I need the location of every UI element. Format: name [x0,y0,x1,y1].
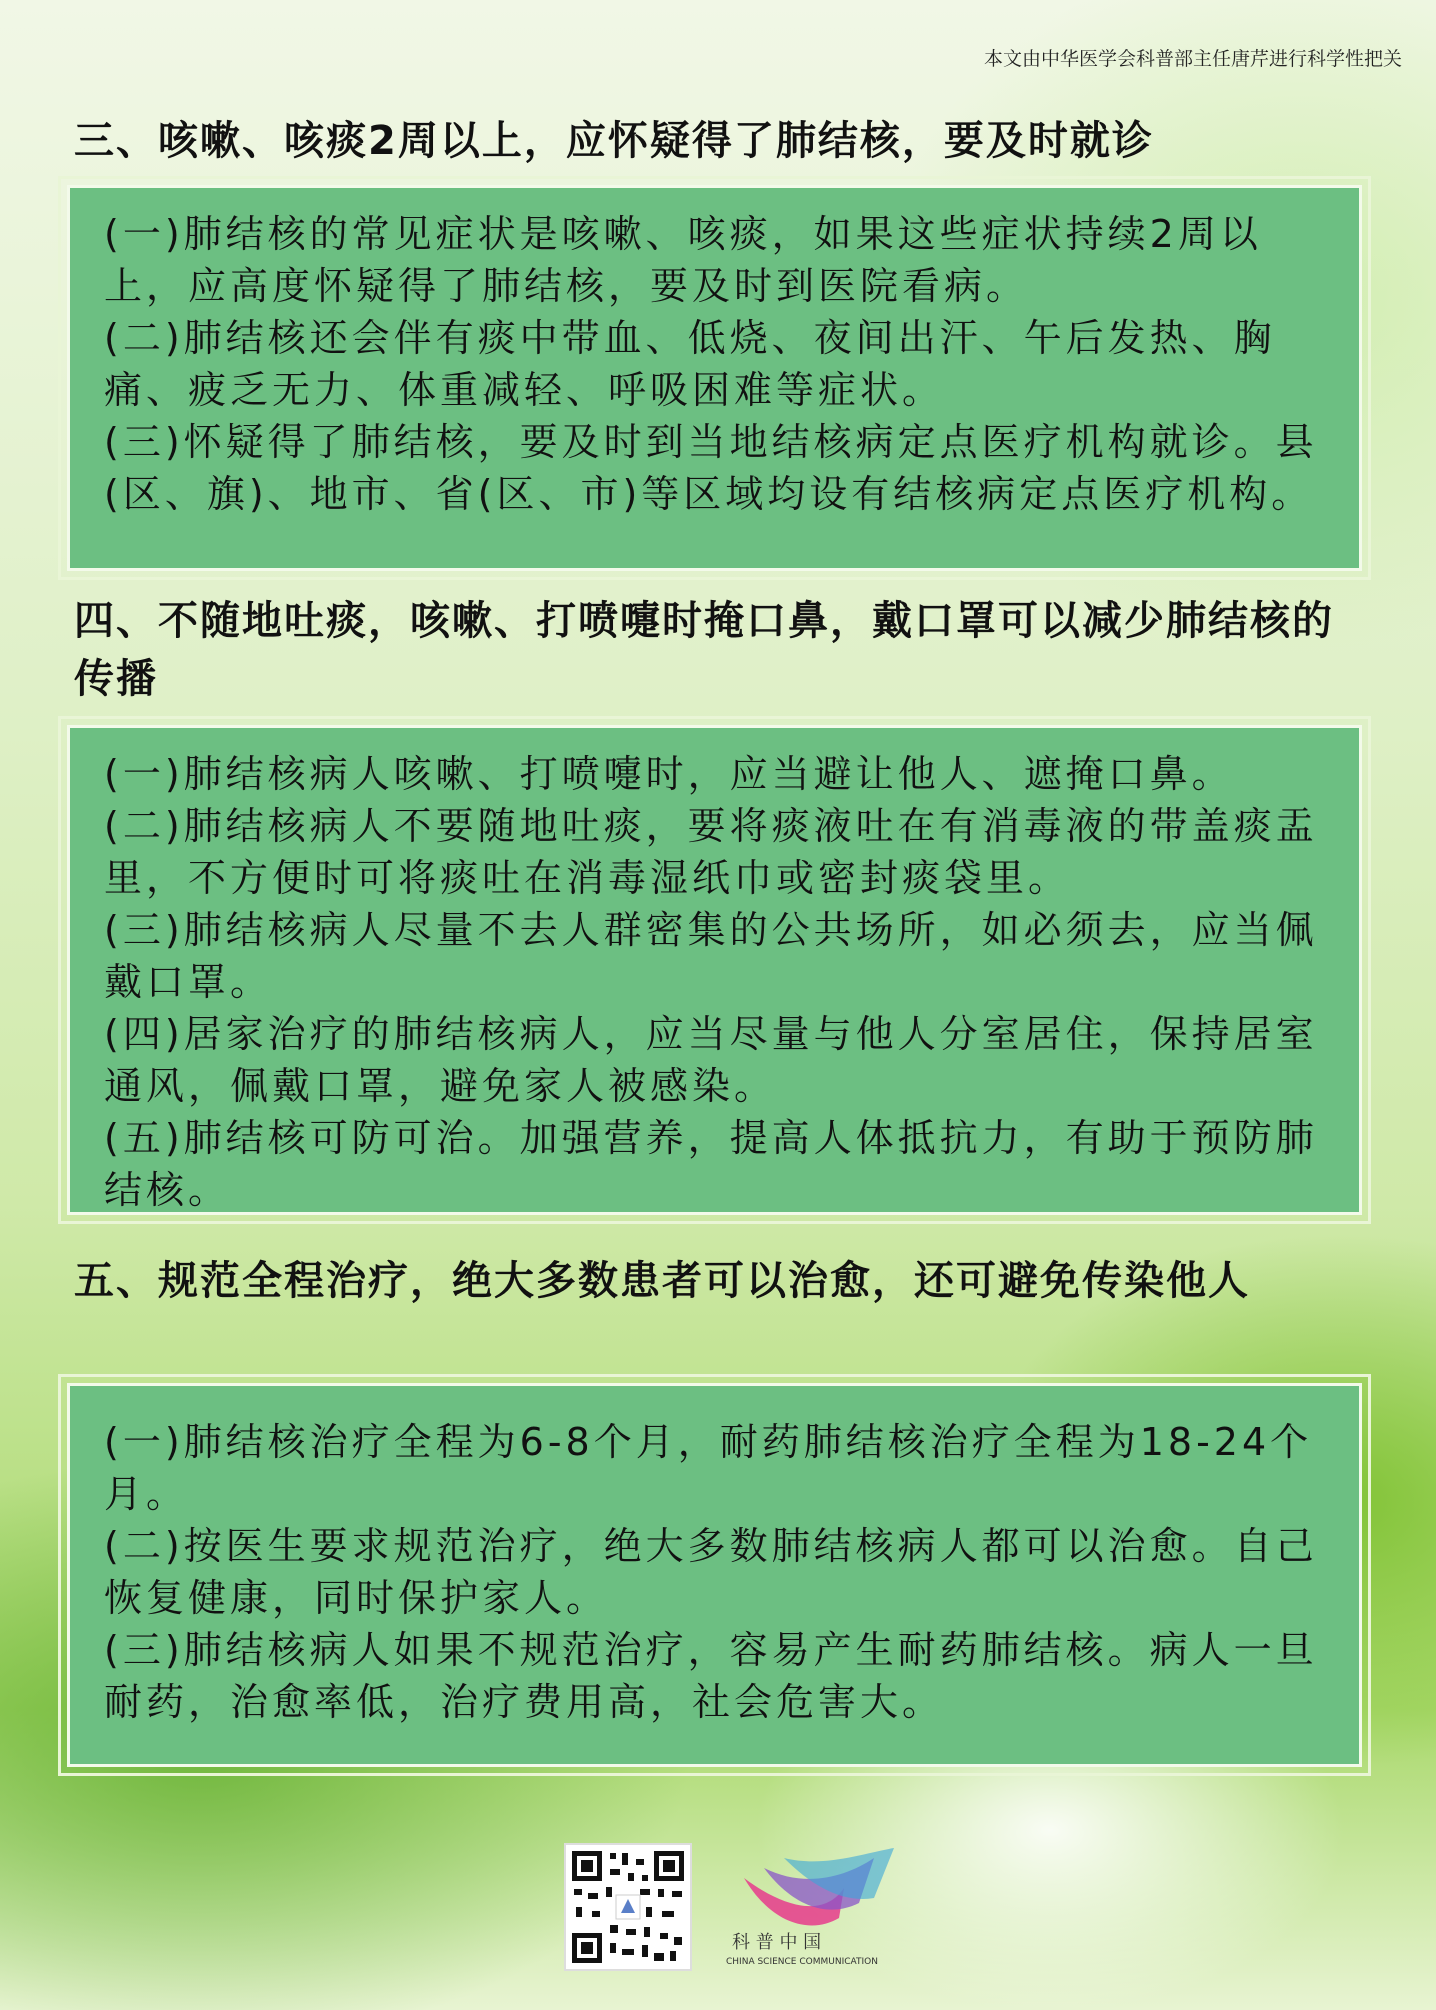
section-4-paragraph-3: (三)肺结核病人尽量不去人群密集的公共场所，如必须去，应当佩戴口罩。 [104,908,1318,1004]
section-5-paragraph-2: (二)按医生要求规范治疗，绝大多数肺结核病人都可以治愈。自己恢复健康，同时保护家人。 [104,1524,1318,1620]
section-3-paragraph-3: (三)怀疑得了肺结核，要及时到当地结核病定点医疗机构就诊。县(区、旗)、地市、省(区、市)等区域均设有结核病定点医疗机构。 [104,420,1318,516]
section-5-panel [58,1374,1371,1776]
section-3-panel [58,176,1371,580]
logo-cn-text: 科 普 中 国 [732,1932,822,1953]
section-4-paragraph-2: (二)肺结核病人不要随地吐痰，要将痰液吐在有消毒液的带盖痰盂里，不方便时可将痰吐在消毒湿纸巾或密封痰袋里。 [104,804,1318,900]
section-5-paragraph-1: (一)肺结核治疗全程为6-8个月，耐药肺结核治疗全程为18-24个月。 [104,1420,1313,1516]
section-3-paragraph-2: (二)肺结核还会伴有痰中带血、低烧、夜间出汗、午后发热、胸痛、疲乏无力、体重减轻、呼吸困难等症状。 [104,316,1276,412]
section-3-paragraph-1: (一)肺结核的常见症状是咳嗽、咳痰，如果这些症状持续2周以上，应高度怀疑得了肺结核，要及时到医院看病。 [104,212,1262,308]
qr-code[interactable] [564,1843,692,1971]
credit-line: 本文由中华医学会科普部主任唐芹进行科学性把关 [983,48,1402,70]
logo-en-text: CHINA SCIENCE COMMUNICATION [726,1957,878,1967]
science-china-logo-icon [724,1848,914,1968]
section-4-paragraph-4: (四)居家治疗的肺结核病人，应当尽量与他人分室居住，保持居室通风，佩戴口罩，避免家人被感染。 [104,1012,1318,1108]
section-4-heading: 四、不随地吐痰，咳嗽、打喷嚏时掩口鼻，戴口罩可以减少肺结核的传播 [74,598,1334,702]
section-3-heading: 三、咳嗽、咳痰2周以上，应怀疑得了肺结核，要及时就诊 [74,118,1154,164]
section-4-paragraph-5: (五)肺结核可防可治。加强营养，提高人体抵抗力，有助于预防肺结核。 [104,1116,1318,1212]
section-4-panel [58,716,1371,1224]
section-5-heading: 五、规范全程治疗，绝大多数患者可以治愈，还可避免传染他人 [74,1258,1250,1304]
section-5-paragraph-3: (三)肺结核病人如果不规范治疗，容易产生耐药肺结核。病人一旦耐药，治愈率低，治疗费用高，社会危害大。 [104,1628,1318,1724]
science-china-logo [724,1848,914,1968]
section-4-paragraph-1: (一)肺结核病人咳嗽、打喷嚏时，应当避让他人、遮掩口鼻。 [104,752,1234,796]
qr-code-icon [566,1845,690,1969]
